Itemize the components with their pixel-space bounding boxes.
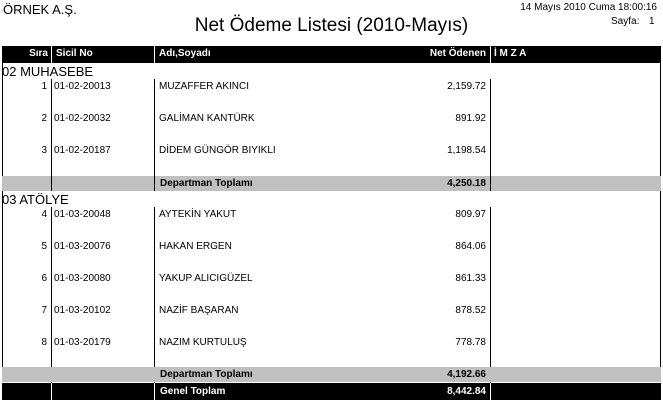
table-row <box>2 304 661 318</box>
grand-total-divider <box>154 383 155 400</box>
row-sicil: 01-02-20032 <box>54 113 111 124</box>
department-title: 02 MUHASEBE <box>2 64 94 79</box>
row-ad: AYTEKİN YAKUT <box>159 209 237 220</box>
department-total-row <box>2 367 661 382</box>
company-name: ÖRNEK A.Ş. <box>3 2 77 17</box>
row-ad: NAZİF BAŞARAN <box>159 305 239 316</box>
grand-total-value: 8,442.84 <box>447 386 486 397</box>
page-number: 1 <box>649 16 655 27</box>
column-divider <box>154 79 155 191</box>
col-ad: Adı,Soyadı <box>159 48 211 59</box>
header-divider <box>51 46 52 63</box>
row-net: 2,159.72 <box>447 81 486 92</box>
table-frame <box>2 62 661 382</box>
column-divider <box>154 207 155 383</box>
column-divider <box>51 207 52 383</box>
table-row <box>2 80 661 94</box>
column-divider <box>490 207 491 383</box>
table-row <box>2 240 661 254</box>
grand-total-row <box>2 383 661 400</box>
row-sicil: 01-03-20102 <box>54 305 111 316</box>
table-row <box>2 208 661 222</box>
row-net: 878.52 <box>455 305 486 316</box>
department-total-label: Departman Toplamı <box>160 369 253 380</box>
col-sira: Sıra <box>29 48 48 59</box>
row-sicil: 01-03-20080 <box>54 273 111 284</box>
row-sira: 1 <box>41 81 47 92</box>
page-label: Sayfa: <box>611 16 640 27</box>
row-sicil: 01-03-20048 <box>54 209 111 220</box>
col-imza: İ M Z A <box>494 48 527 59</box>
row-net: 778.78 <box>455 337 486 348</box>
report-title: Net Ödeme Listesi (2010-Mayıs) <box>194 15 469 36</box>
column-divider <box>490 176 491 191</box>
col-sicil: Sicil No <box>56 48 93 59</box>
row-ad: GALİMAN KANTÜRK <box>159 113 255 124</box>
row-sicil: 01-03-20179 <box>54 337 111 348</box>
header-divider <box>490 46 491 63</box>
row-net: 1,198.54 <box>447 145 486 156</box>
table-row <box>2 144 661 158</box>
row-sicil: 01-02-20013 <box>54 81 111 92</box>
grand-total-divider <box>490 383 491 400</box>
table-row <box>2 112 661 126</box>
row-sira: 6 <box>41 273 47 284</box>
row-sira: 3 <box>41 145 47 156</box>
row-sira: 4 <box>41 209 47 220</box>
row-sira: 8 <box>41 337 47 348</box>
row-sira: 7 <box>41 305 47 316</box>
column-divider <box>490 79 491 191</box>
header-divider <box>154 46 155 63</box>
column-divider <box>51 79 52 191</box>
report-datetime: 14 Mayıs 2010 Cuma 18:00:16 <box>520 2 657 13</box>
row-sira: 5 <box>41 241 47 252</box>
department-total-value: 4,192.66 <box>447 369 486 380</box>
grand-total-divider <box>51 383 52 400</box>
row-net: 809.97 <box>455 209 486 220</box>
row-ad: DİDEM GÜNGÖR BIYIKLI <box>159 145 276 156</box>
department-total-value: 4,250.18 <box>447 178 486 189</box>
row-ad: HAKAN ERGEN <box>159 241 232 252</box>
row-sicil: 01-02-20187 <box>54 145 111 156</box>
department-total-label: Departman Toplamı <box>160 178 253 189</box>
grand-total-label: Genel Toplam <box>160 386 226 397</box>
department-total-row <box>2 176 661 191</box>
row-ad: YAKUP ALICIGÜZEL <box>159 273 253 284</box>
row-sira: 2 <box>41 113 47 124</box>
column-header <box>2 46 661 63</box>
table-row <box>2 272 661 286</box>
row-net: 864.06 <box>455 241 486 252</box>
row-net: 891.92 <box>455 113 486 124</box>
column-divider <box>154 176 155 191</box>
row-sicil: 01-03-20076 <box>54 241 111 252</box>
department-title: 03 ATÖLYE <box>2 192 69 207</box>
col-net: Net Ödenen <box>429 48 486 59</box>
row-net: 861.33 <box>455 273 486 284</box>
row-ad: MUZAFFER AKINCI <box>159 81 250 92</box>
row-ad: NAZIM KURTULUŞ <box>159 337 247 348</box>
table-row <box>2 336 661 350</box>
column-divider <box>51 176 52 191</box>
